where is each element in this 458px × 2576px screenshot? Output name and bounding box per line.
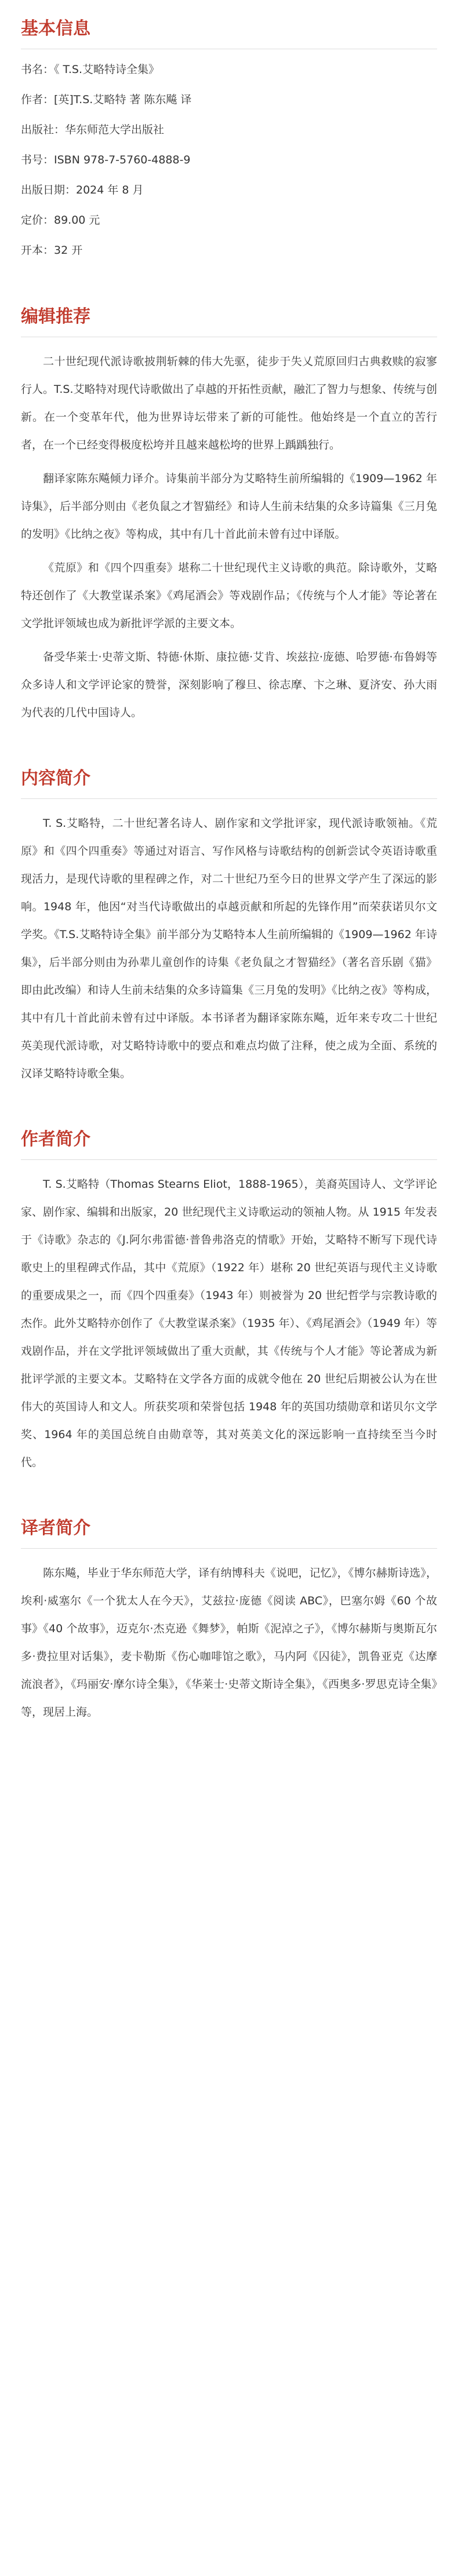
author-paragraph: T. S.艾略特（Thomas Stearns Eliot，1888-1965），美裔英国诗人、文学评论家、剧作家、编辑和出版家，20 世纪现代主义诗歌运动的领袖人物。从 1915 年发表于《诗歌》杂志的《J.阿尔弗雷德·普鲁弗洛克的情歌》开始，艾略特不断写下现代诗歌史上的里程碑式作品，其中《荒原》（1922 年）堪称 20 世纪英语与现代主义诗歌的重要成果之一，而《四个四重奏》（1943 年）则被誉为 20 世纪哲学与宗教诗歌的杰作。此外艾略特亦创作了《大教堂谋杀案》（1935 年）、《鸡尾酒会》（1949 年）等戏剧作品，并在文学批评领域做出了重大贡献，其《传统与个人才能》等论著成为新批评学派的主要文本。艾略特在文学各方面的成就令他在 20 世纪后期被公认为在世伟大的英国诗人和文人。所获奖项和荣誉包括 1948 年的英国功绩勋章和诺贝尔文学奖、1964 年的美国总统自由勋章等，其对英美文化的深远影响一直持续至当今时代。 [21, 1178, 437, 1469]
meta-author: 作者：[英]T.S.艾略特 著 陈东飚 译 [21, 93, 192, 106]
section-spacer [21, 271, 437, 305]
author-intro-section [21, 1128, 437, 1476]
content-intro-section [21, 767, 437, 1088]
translator-intro-section [21, 1517, 437, 1726]
section-spacer [21, 732, 437, 767]
section-spacer [21, 1482, 437, 1517]
content-intro-heading: 内容简介 [21, 768, 90, 789]
editor-paragraph: 二十世纪现代派诗歌披荆斩棘的伟大先驱，徒步于失乂荒原回归古典救赎的寂寥行人。T.S.艾略特对现代诗歌做出了卓越的开拓性贡献，融汇了智力与想象、传统与创新。在一个变革年代，他为世界诗坛带来了新的可能性。他始终是一个直立的苦行者，在一个已经变得极度松垮并且越来越松垮的世界上踽踽独行。 [21, 355, 437, 451]
meta-title: 书名：《 T.S.艾略特诗全集》 [21, 63, 160, 76]
meta-publisher: 出版社：华东师范大学出版社 [21, 123, 165, 136]
editor-paragraph: 《荒原》和《四个四重奏》堪称二十世纪现代主义诗歌的典范。除诗歌外，艾略特还创作了《大教堂谋杀案》《鸡尾酒会》等戏剧作品；《传统与个人才能》等论著在文学批评领域也成为新批评学派的主要文本。 [21, 561, 437, 630]
meta-publish-date: 出版日期：2024 年 8 月 [21, 184, 144, 196]
basic-info-heading: 基本信息 [21, 19, 90, 39]
editor-paragraph: 备受华莱士·史蒂文斯、特德·休斯、康拉德·艾肯、埃兹拉·庞德、哈罗德·布鲁姆等众多诗人和文学评论家的赞誉，深刻影响了穆旦、徐志摩、卞之琳、夏济安、孙大雨为代表的几代中国诗人。 [21, 651, 437, 719]
meta-isbn: 书号：ISBN 978-7-5760-4888-9 [21, 154, 191, 166]
meta-price: 定价：89.00 元 [21, 214, 100, 227]
editor-recommendation-heading: 编辑推荐 [21, 307, 90, 327]
translator-intro-heading: 译者简介 [21, 1518, 90, 1538]
divider [21, 798, 437, 799]
meta-format: 开本：32 开 [21, 244, 83, 257]
basic-info-section [21, 17, 437, 260]
divider [21, 1159, 437, 1160]
author-intro-heading: 作者简介 [21, 1129, 90, 1150]
editor-recommendation-section [21, 305, 437, 727]
editor-paragraph: 翻译家陈东飚倾力译介。诗集前半部分为艾略特生前所编辑的《1909—1962 年诗集》，后半部分则由《老负鼠之才智猫经》和诗人生前未结集的众多诗篇集《三月兔的发明》《比纳之夜》等构成，其中有几十首此前未曾有过中译版。 [21, 472, 437, 541]
translator-paragraph: 陈东飚，毕业于华东师范大学，译有纳博科夫《说吧，记忆》，《博尔赫斯诗选》，埃利·威塞尔《一个犹太人在今天》，艾兹拉·庞德《阅读 ABC》，巴塞尔姆《60 个故事》《40 个故事》，迈克尔·杰克逊《舞梦》，帕斯《泥淖之子》，《博尔赫斯与奥斯瓦尔多·费拉里对话集》，麦卡勒斯《伤心咖啡馆之歌》，马内阿《囚徒》，凯鲁亚克《达摩流浪者》，《玛丽安·摩尔诗全集》，《华莱士·史蒂文斯诗全集》，《西奥多·罗思克诗全集》等，现居上海。 [21, 1567, 437, 1718]
content-paragraph: T. S.艾略特，二十世纪著名诗人、剧作家和文学批评家，现代派诗歌领袖。《荒原》和《四个四重奏》等通过对语言、写作风格与诗歌结构的创新尝试令英语诗歌重现活力，是现代诗歌的里程碑之作，对二十世纪乃至今日的世界文学产生了深远的影响。1948 年，他因“对当代诗歌做出的卓越贡献和所起的先锋作用”而荣获诺贝尔文学奖。《T.S.艾略特诗全集》前半部分为艾略特本人生前所编辑的《1909—1962 年诗集》，后半部分则由为孙辈儿童创作的诗集《老负鼠之才智猫经》（著名音乐剧《猫》即由此改编）和诗人生前未结集的众多诗篇集《三月兔的发明》《比纳之夜》等构成，其中有几十首此前未曾有过中译版。本书译者为翻译家陈东飚，近年来专攻二十世纪英美现代派诗歌，对艾略特诗歌中的要点和难点均做了注释，使之成为全面、系统的汉译艾略特诗歌全集。 [21, 817, 437, 1080]
section-spacer [21, 1093, 437, 1128]
divider [21, 1548, 437, 1549]
